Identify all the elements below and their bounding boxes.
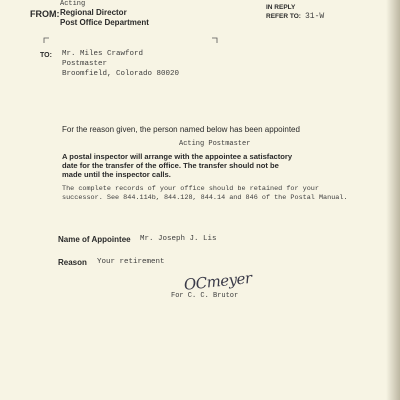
inspector-line-2: date for the transfer of the office. The transfer should not be [62, 161, 279, 170]
from-line-1: Regional Director [60, 8, 127, 17]
from-line-2: Post Office Department [60, 18, 149, 27]
appointment-line: For the reason given, the person named below has been appointed [62, 125, 300, 134]
from-label: FROM: [30, 9, 60, 19]
inspector-line-1: A postal inspector will arrange with the appointee a satisfactory [62, 152, 293, 161]
from-typed: Acting [60, 0, 86, 8]
signature-typed: For C. C. Brutor [171, 292, 239, 300]
reason-label: Reason [58, 258, 87, 267]
appointee-label: Name of Appointee [58, 235, 131, 244]
to-label: TO: [40, 52, 52, 59]
to-name: Mr. Miles Crawford [62, 50, 144, 58]
appointee-value: Mr. Joseph J. Lis [140, 235, 217, 243]
corner-mark-right [212, 38, 217, 43]
reply-label-1: IN REPLY [266, 4, 296, 11]
handwritten-signature: OCmeyer [183, 268, 253, 294]
to-city: Broomfield, Colorado 80020 [62, 70, 180, 78]
records-line-2: successor. See 844.114b, 844.128, 844.14 and 846 of the Postal Manual. [62, 194, 348, 202]
reply-reference: 31-W [305, 12, 325, 21]
to-title: Postmaster [62, 60, 108, 68]
inspector-line-3: made until the inspector calls. [62, 170, 171, 179]
paper-edge-shadow [386, 0, 400, 400]
records-line-1: The complete records of your office should be retained for your [62, 185, 319, 193]
reason-value: Your retirement [97, 258, 165, 266]
appointed-position: Acting Postmaster [179, 140, 251, 148]
reply-label-2: REFER TO: [266, 13, 301, 20]
corner-mark-left [44, 38, 49, 43]
